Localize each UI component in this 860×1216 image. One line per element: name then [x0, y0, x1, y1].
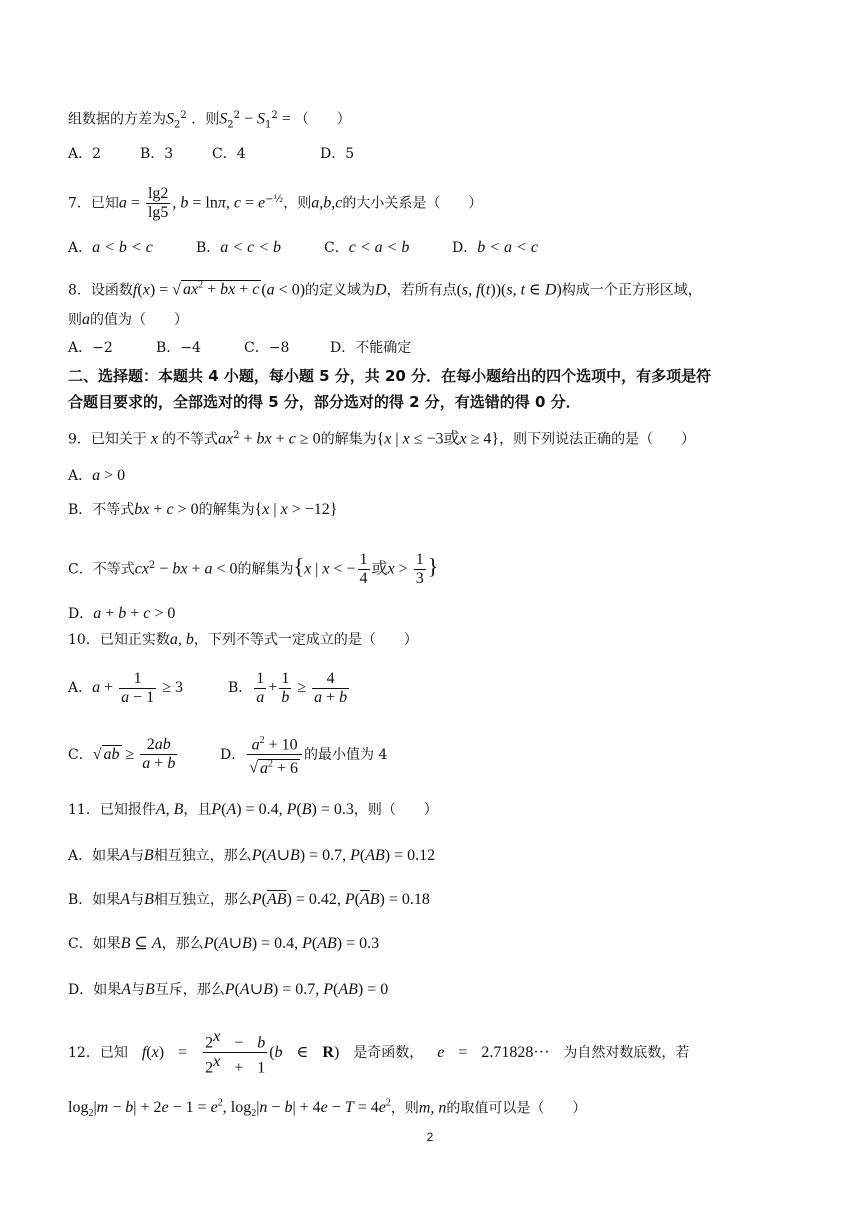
q10-stem: 10．已知正实数a, b，下列不等式一定成立的是（ ） [68, 631, 418, 648]
q9-option-d[interactable]: D．a + b + c > 0 [68, 605, 176, 622]
q9-option-a[interactable]: A．a > 0 [68, 467, 126, 484]
section-2-heading-line2: 合题目要求的，全部选对的得 5 分，部分选对的得 2 分，有选错的得 0 分． [68, 393, 581, 411]
q11-stem: 11．已知报件A, B，且P(A) = 0.4, P(B) = 0.3，则（ ） [68, 801, 438, 818]
q7-option-d[interactable]: D．b < a < c [452, 239, 538, 256]
q8-options [68, 338, 411, 358]
q6-option-b[interactable]: B．3 [140, 146, 174, 162]
q7-option-c[interactable]: C．c < a < b [324, 239, 410, 256]
q9-option-c[interactable]: C．不等式$cx^2$ − bx + a < 0的解集为{x | x < − $\frac{1}{4}$ 或x > $\frac{1}{3}$ } [68, 551, 439, 588]
q7-text-b: ，则 [283, 195, 312, 212]
q6-text-a: 组数据的方差为 [68, 111, 166, 128]
q10-option-d[interactable]: D． $\frac{a^2 + 10}{√ a^2 + 6}$ 的最小值为 4 [220, 732, 387, 778]
q7-stem: 7．已知a = $\frac{\lg 2}{\lg 5}$ , b = lnπ, $c = e^{-\frac{1}{2}}$，则a,b,c的大小关系是（ ） [68, 185, 483, 222]
q10-option-c[interactable]: C．√ ab ≥ $\frac{2ab}{a + b}$ [68, 736, 176, 773]
q6-option-c[interactable]: C．4 [212, 146, 246, 162]
q7-option-b[interactable]: B．a < c < b [196, 239, 281, 256]
q7-text-c: 的大小关系是（ ） [342, 195, 483, 212]
q7-number: 7．已知 [68, 195, 119, 212]
q11-option-a[interactable]: A．如果A与B相互独立，那么P(A∪B) = 0.7, P(AB) = 0.12 [68, 847, 436, 864]
q12-stem: 12．已知 f(x) = $\frac{2^x - b}{2^x + 1}$ (b ∈ R) 是奇函数， e = 2.71828··· 为自然对数底数，若 [68, 1028, 690, 1077]
q10-option-a[interactable]: A．a + $\frac{1}{a - 1}$ ≥ 3 [68, 669, 183, 706]
q6-stem-tail: 组数据的方差为$S_2^2$ ．则$S_2^2 - S_1^2$ = （ ） [68, 110, 351, 131]
q8-option-b[interactable]: B．−4 [156, 340, 201, 356]
q10-options-row1 [68, 668, 351, 708]
section-2-heading-line1: 二、选择题：本题共 4 小题，每小题 5 分，共 20 分．在每小题给出的四个选项中，有多项是符 [68, 367, 712, 385]
q8-option-d[interactable]: D．不能确定 [330, 340, 412, 356]
q9-stem: 9．已知关于 x 的不等式$ax^2$ + bx + c ≥ 0的解集为{x | x ≤ −3或x ≥ 4}，则下列说法正确的是（ ） [68, 430, 696, 448]
q9-option-b[interactable]: B．不等式bx + c > 0的解集为{x | x > −12} [68, 501, 338, 518]
q10-options-row2 [68, 732, 387, 778]
q7-option-a[interactable]: A．a < b < c [68, 239, 153, 256]
q11-option-d[interactable]: D．如果A与B互斥，那么P(A∪B) = 0.7, P(AB) = 0 [68, 981, 389, 998]
q11-option-c[interactable]: C．如果B ⊆ A，那么P(A∪B) = 0.4, P(AB) = 0.3 [68, 935, 380, 952]
q7-options [68, 238, 538, 258]
q12-stem-line2: $\log_2|m - b| + 2e - 1 = e^2$, $\log_2|n - b| + 4e - T = 4e^2$，则m, n的取值可以是（ ） [68, 1098, 587, 1120]
q11-option-b[interactable]: B．如果A与B相互独立，那么$P(\overline{AB}) = 0.42$, $P(\overline{A}B) = 0.18$ [68, 891, 430, 908]
q6-option-d[interactable]: D．5 [320, 146, 355, 162]
q10-option-b[interactable]: B． $\frac{1}{a}$ + $\frac{1}{b}$ ≥ $\frac{4}{a + b}$ [228, 669, 348, 706]
q8-stem-line2: 则a的值为（ ） [68, 311, 188, 328]
q8-option-a[interactable]: A．−2 [68, 340, 113, 356]
q8-option-c[interactable]: C．−8 [244, 340, 290, 356]
q8-stem: 8．设函数f(x) = √ $ax^2$ + bx + c (a < 0)的定义域为D，若所有点(s, f(t))(s, t ∈ D)构成一个正方形区域， [68, 280, 702, 299]
q6-text-b: ．则 [191, 111, 220, 128]
q8-number: 8．设函数 [68, 282, 133, 299]
q6-options [68, 144, 354, 164]
q6-option-a[interactable]: A．2 [68, 146, 102, 162]
q6-text-c: （ ） [294, 111, 351, 128]
page-number: 2 [426, 1130, 434, 1144]
